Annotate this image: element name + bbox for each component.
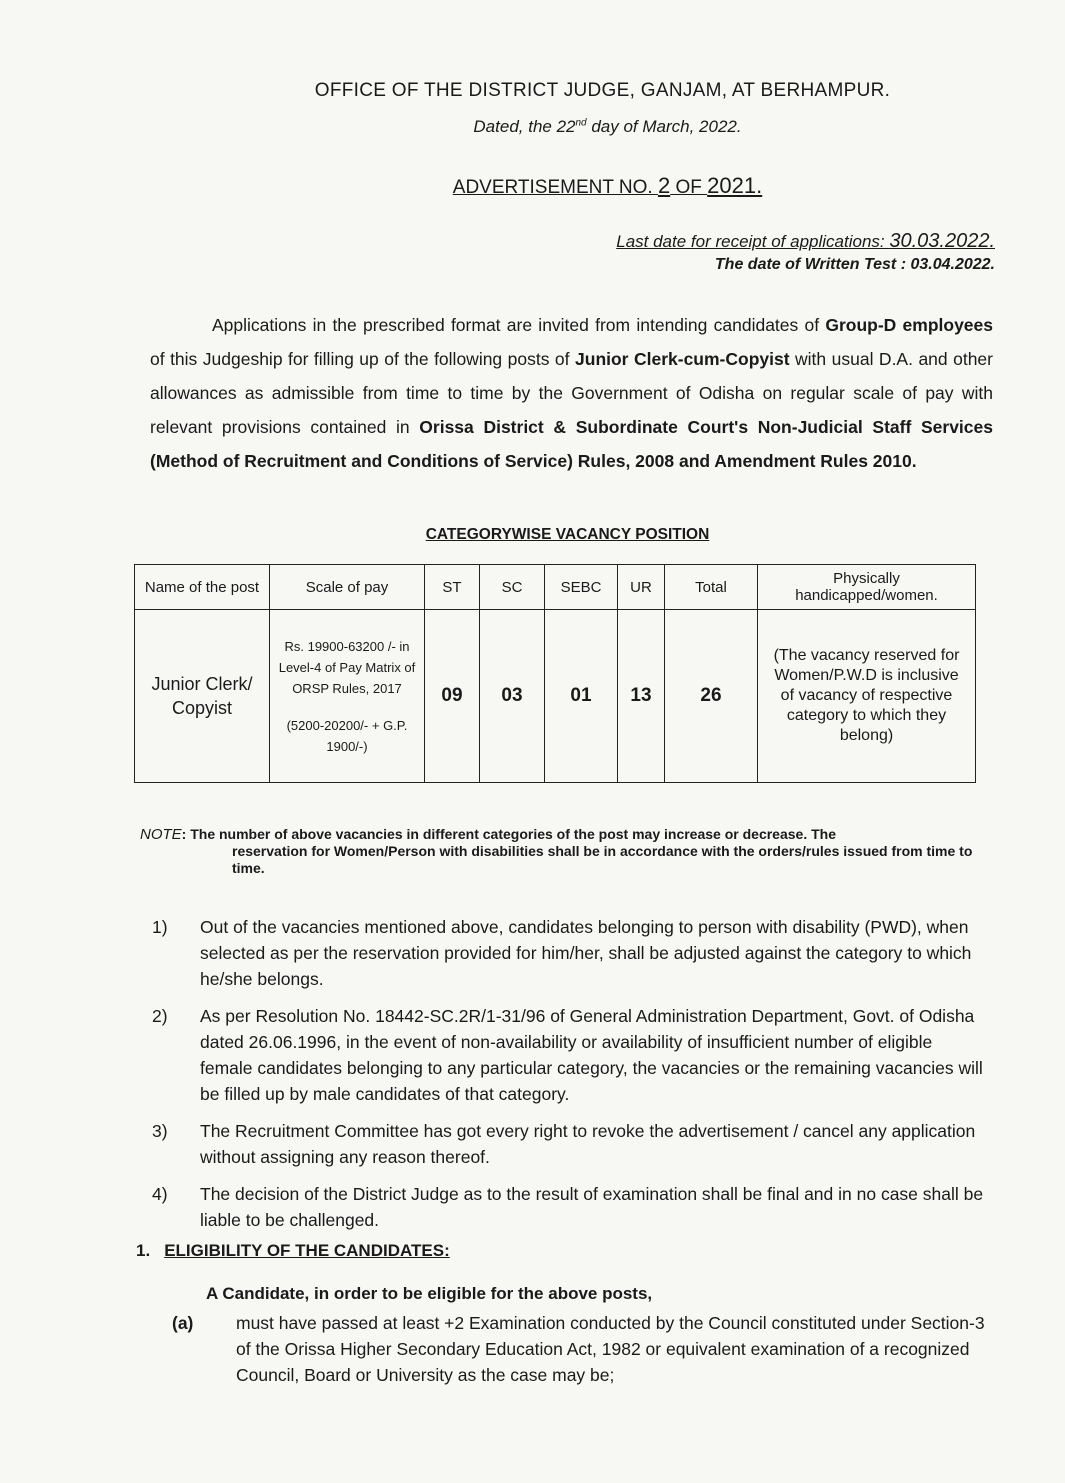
list-item xyxy=(152,914,988,992)
table-row xyxy=(135,610,976,783)
advertisement-year: 2021. xyxy=(707,173,763,198)
advertisement-number: 2 xyxy=(657,173,671,198)
note-rest: reservation for Women/Person with disabilities shall be in accordance with the orders/rules issued from time to time. xyxy=(232,843,973,876)
table-header-row xyxy=(135,565,976,610)
last-date-line xyxy=(616,230,995,253)
intro-text-2: of this Judgeship for filling up of the following posts of xyxy=(150,349,576,369)
intro-text-3: with usual D.A. and other allowances as admissible from time to time by the Government of Odisha on regular scale of pay with relevant provisions contained in xyxy=(150,349,993,437)
date-prefix: Dated, the 22 xyxy=(473,117,576,136)
cell-post: Junior Clerk/ Copyist xyxy=(135,610,270,783)
section-title: ELIGIBILITY OF THE CANDIDATES: xyxy=(164,1241,450,1260)
eligibility-clause-a xyxy=(172,1310,986,1388)
intro-text-1: Applications in the prescribed format are invited from intending candidates of xyxy=(212,315,826,335)
header-total: Total xyxy=(665,565,758,610)
last-date-value: 30.03.2022. xyxy=(889,230,995,252)
header-st: ST xyxy=(425,565,480,610)
intro-paragraph xyxy=(150,308,993,478)
cell-total: 26 xyxy=(665,610,758,783)
header-sc: SC xyxy=(480,565,545,610)
list-item-text: As per Resolution No. 18442-SC.2R/1-31/96 of General Administration Department, Govt. of Odisha dated 26.06.1996, in the event of non-availability or availability of insufficient number of eligible female candidates belonging to any particular category, the vacancies or the remaining vacancies will be filled up by male candidates of that category. xyxy=(200,1006,983,1104)
header-physically-handicapped: Physically handicapped/women. xyxy=(758,565,976,610)
section-heading xyxy=(136,1241,450,1261)
header-ur: UR xyxy=(618,565,665,610)
list-item-number: 1) xyxy=(152,917,168,937)
cell-sebc: 01 xyxy=(545,610,618,783)
list-item-text: The decision of the District Judge as to the result of examination shall be final and in no case shall be liable to be challenged. xyxy=(200,1184,984,1230)
note-block xyxy=(140,826,990,877)
date-line xyxy=(0,117,1065,137)
advertisement-of: OF xyxy=(670,177,708,198)
intro-bold-3: Orissa District & Subordinate Court's Non-Judicial Staff Services (Method of Recruitment and Conditions of Service) Rules, 2008 and Amendment Rules 2010. xyxy=(150,417,993,471)
list-item-number: 2) xyxy=(152,1006,168,1026)
list-item xyxy=(152,1003,988,1107)
scale-pay-old: (5200-20200/- + G.P. 1900/-) xyxy=(286,717,408,754)
intro-bold-2: Junior Clerk-cum-Copyist xyxy=(575,349,790,369)
header-scale: Scale of pay xyxy=(270,565,425,610)
list-item-number: 4) xyxy=(152,1184,168,1204)
clause-text: must have passed at least +2 Examination conducted by the Council constituted under Section-3 of the Orissa Higher Secondary Education Act, 1982 or equivalent examination of a recognized Council, Board or University as the case may be; xyxy=(236,1313,985,1385)
intro-bold-1: Group-D employees xyxy=(825,315,993,335)
cell-sc: 03 xyxy=(480,610,545,783)
office-title: OFFICE OF THE DISTRICT JUDGE, GANJAM, AT BERHAMPUR. xyxy=(314,80,891,101)
vacancy-table xyxy=(134,564,976,783)
list-item xyxy=(152,1118,988,1170)
advertisement-prefix: ADVERTISEMENT NO. xyxy=(452,177,658,198)
cell-ur: 13 xyxy=(618,610,665,783)
written-test-date: The date of Written Test : 03.04.2022. xyxy=(714,256,995,273)
header-sebc: SEBC xyxy=(545,565,618,610)
ph-note: (The vacancy reserved for Women/P.W.D is inclusive of vacancy of respective category to which they belong) xyxy=(773,647,960,744)
note-label: NOTE xyxy=(140,826,182,843)
advertisement-title xyxy=(0,173,1065,199)
note-line-1: : The number of above vacancies in different categories of the post may increase or decrease. The xyxy=(181,826,836,842)
scale-pay-level: Rs. 19900-63200 /- in Level-4 of Pay Matrix of ORSP Rules, 2017 xyxy=(278,638,416,696)
vacancy-heading: CATEGORYWISE VACANCY POSITION xyxy=(425,526,710,543)
cell-physically-handicapped xyxy=(758,610,976,783)
conditions-list xyxy=(152,914,988,1244)
date-suffix: day of March, 2022. xyxy=(586,117,742,136)
cell-scale xyxy=(270,610,425,783)
last-date-label: Last date for receipt of applications: xyxy=(616,232,890,251)
header-post: Name of the post xyxy=(135,565,270,610)
section-number: 1. xyxy=(136,1241,151,1260)
list-item-number: 3) xyxy=(152,1121,168,1141)
eligibility-intro: A Candidate, in order to be eligible for the above posts, xyxy=(206,1284,653,1303)
clause-label: (a) xyxy=(172,1313,194,1333)
list-item xyxy=(152,1181,988,1233)
list-item-text: The Recruitment Committee has got every right to revoke the advertisement / cancel any application without assigning any reason thereof. xyxy=(200,1121,976,1167)
date-ordinal: nd xyxy=(575,117,587,129)
list-item-text: Out of the vacancies mentioned above, candidates belonging to person with disability (PWD), when selected as per the reservation provided for him/her, shall be adjusted against the category to which he/she belongs. xyxy=(200,917,972,989)
cell-st: 09 xyxy=(425,610,480,783)
